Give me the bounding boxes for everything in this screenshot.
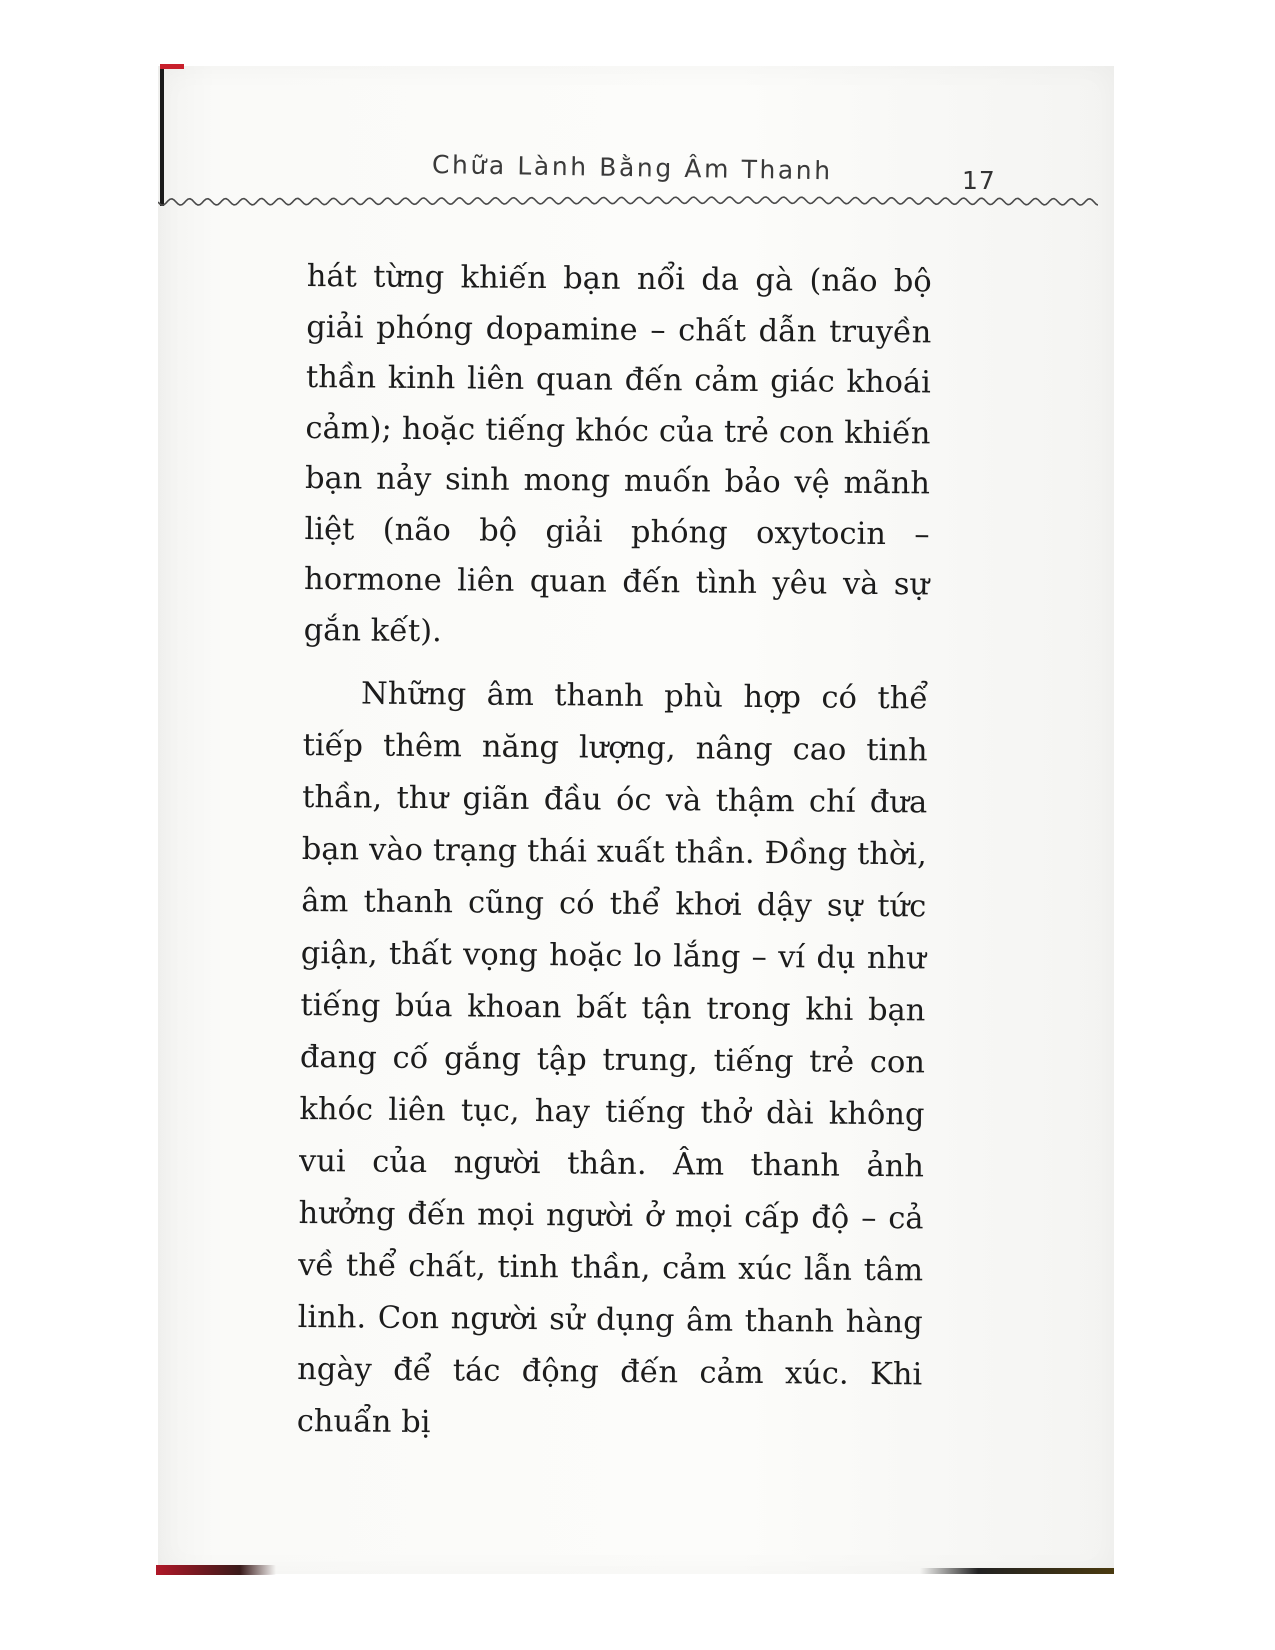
running-header-title: Chữa Lành Bằng Âm Thanh (431, 150, 833, 186)
cover-bottom-edge-right (920, 1568, 1114, 1574)
book-cover-edge (160, 66, 164, 206)
body-text (297, 252, 932, 1453)
cover-red-corner (160, 64, 184, 69)
paragraph-2: Những âm thanh phù hợp có thể tiếp thêm năng lượng, nâng cao tinh thần, thư giãn đầu óc và thậm chí đưa bạn vào trạng thái xuất thần. Đồng thời, âm thanh cũng có thể khơi dậy sự tức giận, thất vọng hoặc lo lắng – ví dụ như tiếng búa khoan bất tận trong khi bạn đang cố gắng tập trung, tiếng trẻ con khóc liên tục, hay tiếng thở dài không vui của người thân. Âm thanh ảnh hưởng đến mọi người ở mọi cấp độ – cả về thể chất, tinh thần, cảm xúc lẫn tâm linh. Con người sử dụng âm thanh hàng ngày để tác động đến cảm xúc. Khi chuẩn bị (296, 676, 929, 1441)
paragraph-1: hát từng khiến bạn nổi da gà (não bộ giải phóng dopamine – chất dẫn truyền thần kinh liên quan đến cảm giác khoái cảm); hoặc tiếng khóc của trẻ con khiến bạn nảy sinh mong muốn bảo vệ mãnh liệt (não bộ giải phóng oxytocin – hormone liên quan đến tình yêu và sự gắn kết). (303, 258, 932, 649)
page-number: 17 (962, 166, 996, 195)
cover-bottom-edge-left (156, 1565, 276, 1575)
wavy-divider (158, 188, 1098, 218)
